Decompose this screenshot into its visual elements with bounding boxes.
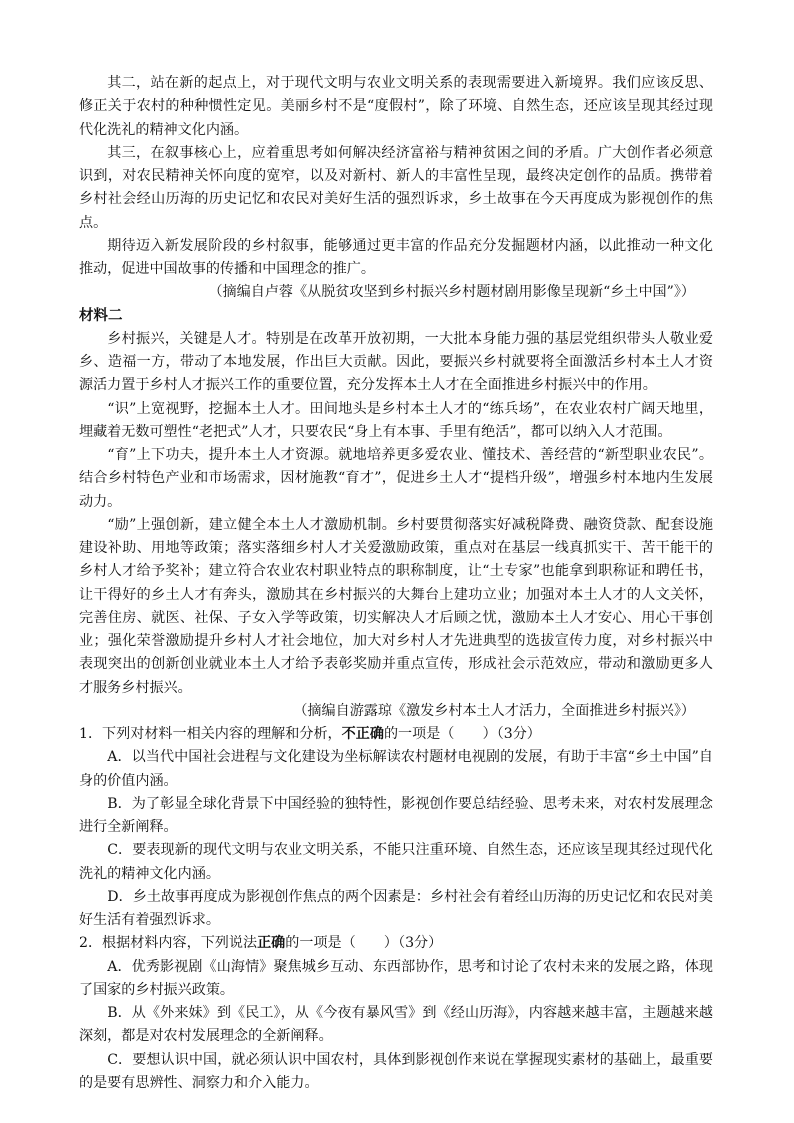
- question-1-keyword: 不正确: [341, 726, 384, 742]
- material2-paragraph-2: “识”上宽视野，挖掘本土人才。田间地头是乡村本土人才的“练兵场”，在农业农村广阔天地里，埋藏着无数可塑性“老把式”人才，只要农民“身上有本事、手里有绝活”，都可以纳入人才范围。: [79, 400, 713, 440]
- material1-citation: （摘编自卢蓉《从脱贫攻坚到乡村振兴乡村题材剧用影像呈现新“乡土中国”》）: [208, 284, 695, 301]
- question-1-option-d: D．乡土故事再度成为影视创作焦点的两个因素是：乡村社会有着经山历海的历史记忆和农民对美好生活有着强烈诉求。: [79, 888, 713, 928]
- question-1-option-b: B．为了彰显全球化背景下中国经验的独特性，影视创作要总结经验、思考未来，对农村发展理念进行全新阐释。: [79, 795, 713, 835]
- material1-paragraph-3: 其三，在叙事核心上，应着重思考如何解决经济富裕与精神贫困之间的矛盾。广大创作者必须意识到，对农民精神关怀向度的宽窄，以及对新村、新人的丰富性呈现，最终决定创作的品质。携带着乡村社会经山历海的历史记忆和农民对美好生活的强烈诉求，乡土故事在今天再度成为影视创作的焦点。: [79, 144, 713, 231]
- question-2-stem-text: 2．根据材料内容，下列说法: [79, 935, 258, 952]
- question-1-stem: [79, 723, 713, 746]
- question-2-keyword: 正确: [257, 935, 286, 952]
- question-1-option-c: C．要表现新的现代文明与农业文明关系，不能只注重环境、自然生态，还应该呈现其经过现代化洗礼的精神文化内涵。: [79, 842, 713, 882]
- material2-citation: （摘编自游露琼《激发乡村本土人才活力，全面推进乡村振兴》）: [293, 702, 695, 719]
- material1-paragraph-2: 其二，站在新的起点上，对于现代文明与农业文明关系的表现需要进入新境界。我们应该反思、修正关于农村的种种惯性定见。美丽乡村不是“度假村”，除了环境、自然生态，还应该呈现其经过现代化洗礼的精神文化内涵。: [79, 75, 713, 138]
- question-2-option-a: A．优秀影视剧《山海情》聚焦城乡互动、东西部协作，思考和讨论了农村未来的发展之路，体现了国家的乡村振兴政策。: [79, 958, 713, 998]
- question-2-stem-tail: 的一项是（ ）（3分）: [285, 935, 443, 952]
- material2-paragraph-3: “育”上下功夫，提升本土人才资源。就地培养更多爱农业、懂技术、善经营的“新型职业农民”。结合乡村特色产业和市场需求，因材施教“育才”，促进乡土人才“提档升级”，增强乡村本地内生发展动力。: [79, 447, 713, 510]
- material2-paragraph-4: “励”上强创新，建立健全本土人才激励机制。乡村要贯彻落实好减税降费、融资贷款、配套设施建设补助、用地等政策；落实落细乡村人才关爱激励政策，重点对在基层一线真抓实干、苦干能干的乡村人才给予奖补；建立符合农业农村职业特点的职称制度，让“土专家”也能拿到职称证和聘任书，让干得好的乡土人才有奔头，激励其在乡村振兴的大舞台上建功立业；加强对本土人才的人文关怀，完善住房、就医、社保、子女入学等政策，切实解决人才后顾之忧，激励本土人才安心、用心干事创业；强化荣誉激励提升乡村人才社会地位，加大对乡村人才先进典型的选拔宣传力度，对乡村振兴中表现突出的创新创业就业本土人才给予表彰奖励并重点宣传，形成社会示范效应，带动和激励更多人才服务乡村振兴。: [79, 516, 713, 696]
- question-1-option-a: A．以当代中国社会进程与文化建设为坐标解读农村题材电视剧的发展，有助于丰富“乡土中国”自身的价值内涵。: [79, 749, 713, 789]
- document-page: [79, 72, 713, 1095]
- material1-paragraph-4: 期待迈入新发展阶段的乡村叙事，能够通过更丰富的作品充分发掘题材内涵，以此推动一种文化推动，促进中国故事的传播和中国理念的推广。: [79, 237, 713, 277]
- question-1-stem-text: 1．下列对材料一相关内容的理解和分析，: [79, 726, 342, 742]
- question-2-option-b: B．从《外来妹》到《民工》，从《今夜有暴风雪》到《经山历海》，内容越来越丰富，主题越来越深刻，都是对农村发展理念的全新阐释。: [79, 1005, 713, 1045]
- question-2-option-c: C．要想认识中国，就必须认识中国农村，具体到影视创作来说在掌握现实素材的基础上，最重要的是要有思辨性、洞察力和介入能力。: [79, 1051, 713, 1091]
- question-2-stem: [79, 932, 713, 955]
- material2-paragraph-1: 乡村振兴，关键是人才。特别是在改革开放初期，一大批本身能力强的基层党组织带头人敬业爱乡、造福一方，带动了本地发展，作出巨大贡献。因此，要振兴乡村就要将全面激活乡村本土人才资源活力置于乡村人才振兴工作的重要位置，充分发挥本土人才在全面推进乡村振兴中的作用。: [79, 330, 713, 394]
- question-1-stem-tail: 的一项是（ ）（3分）: [383, 726, 541, 742]
- material2-heading: 材料二: [79, 307, 123, 324]
